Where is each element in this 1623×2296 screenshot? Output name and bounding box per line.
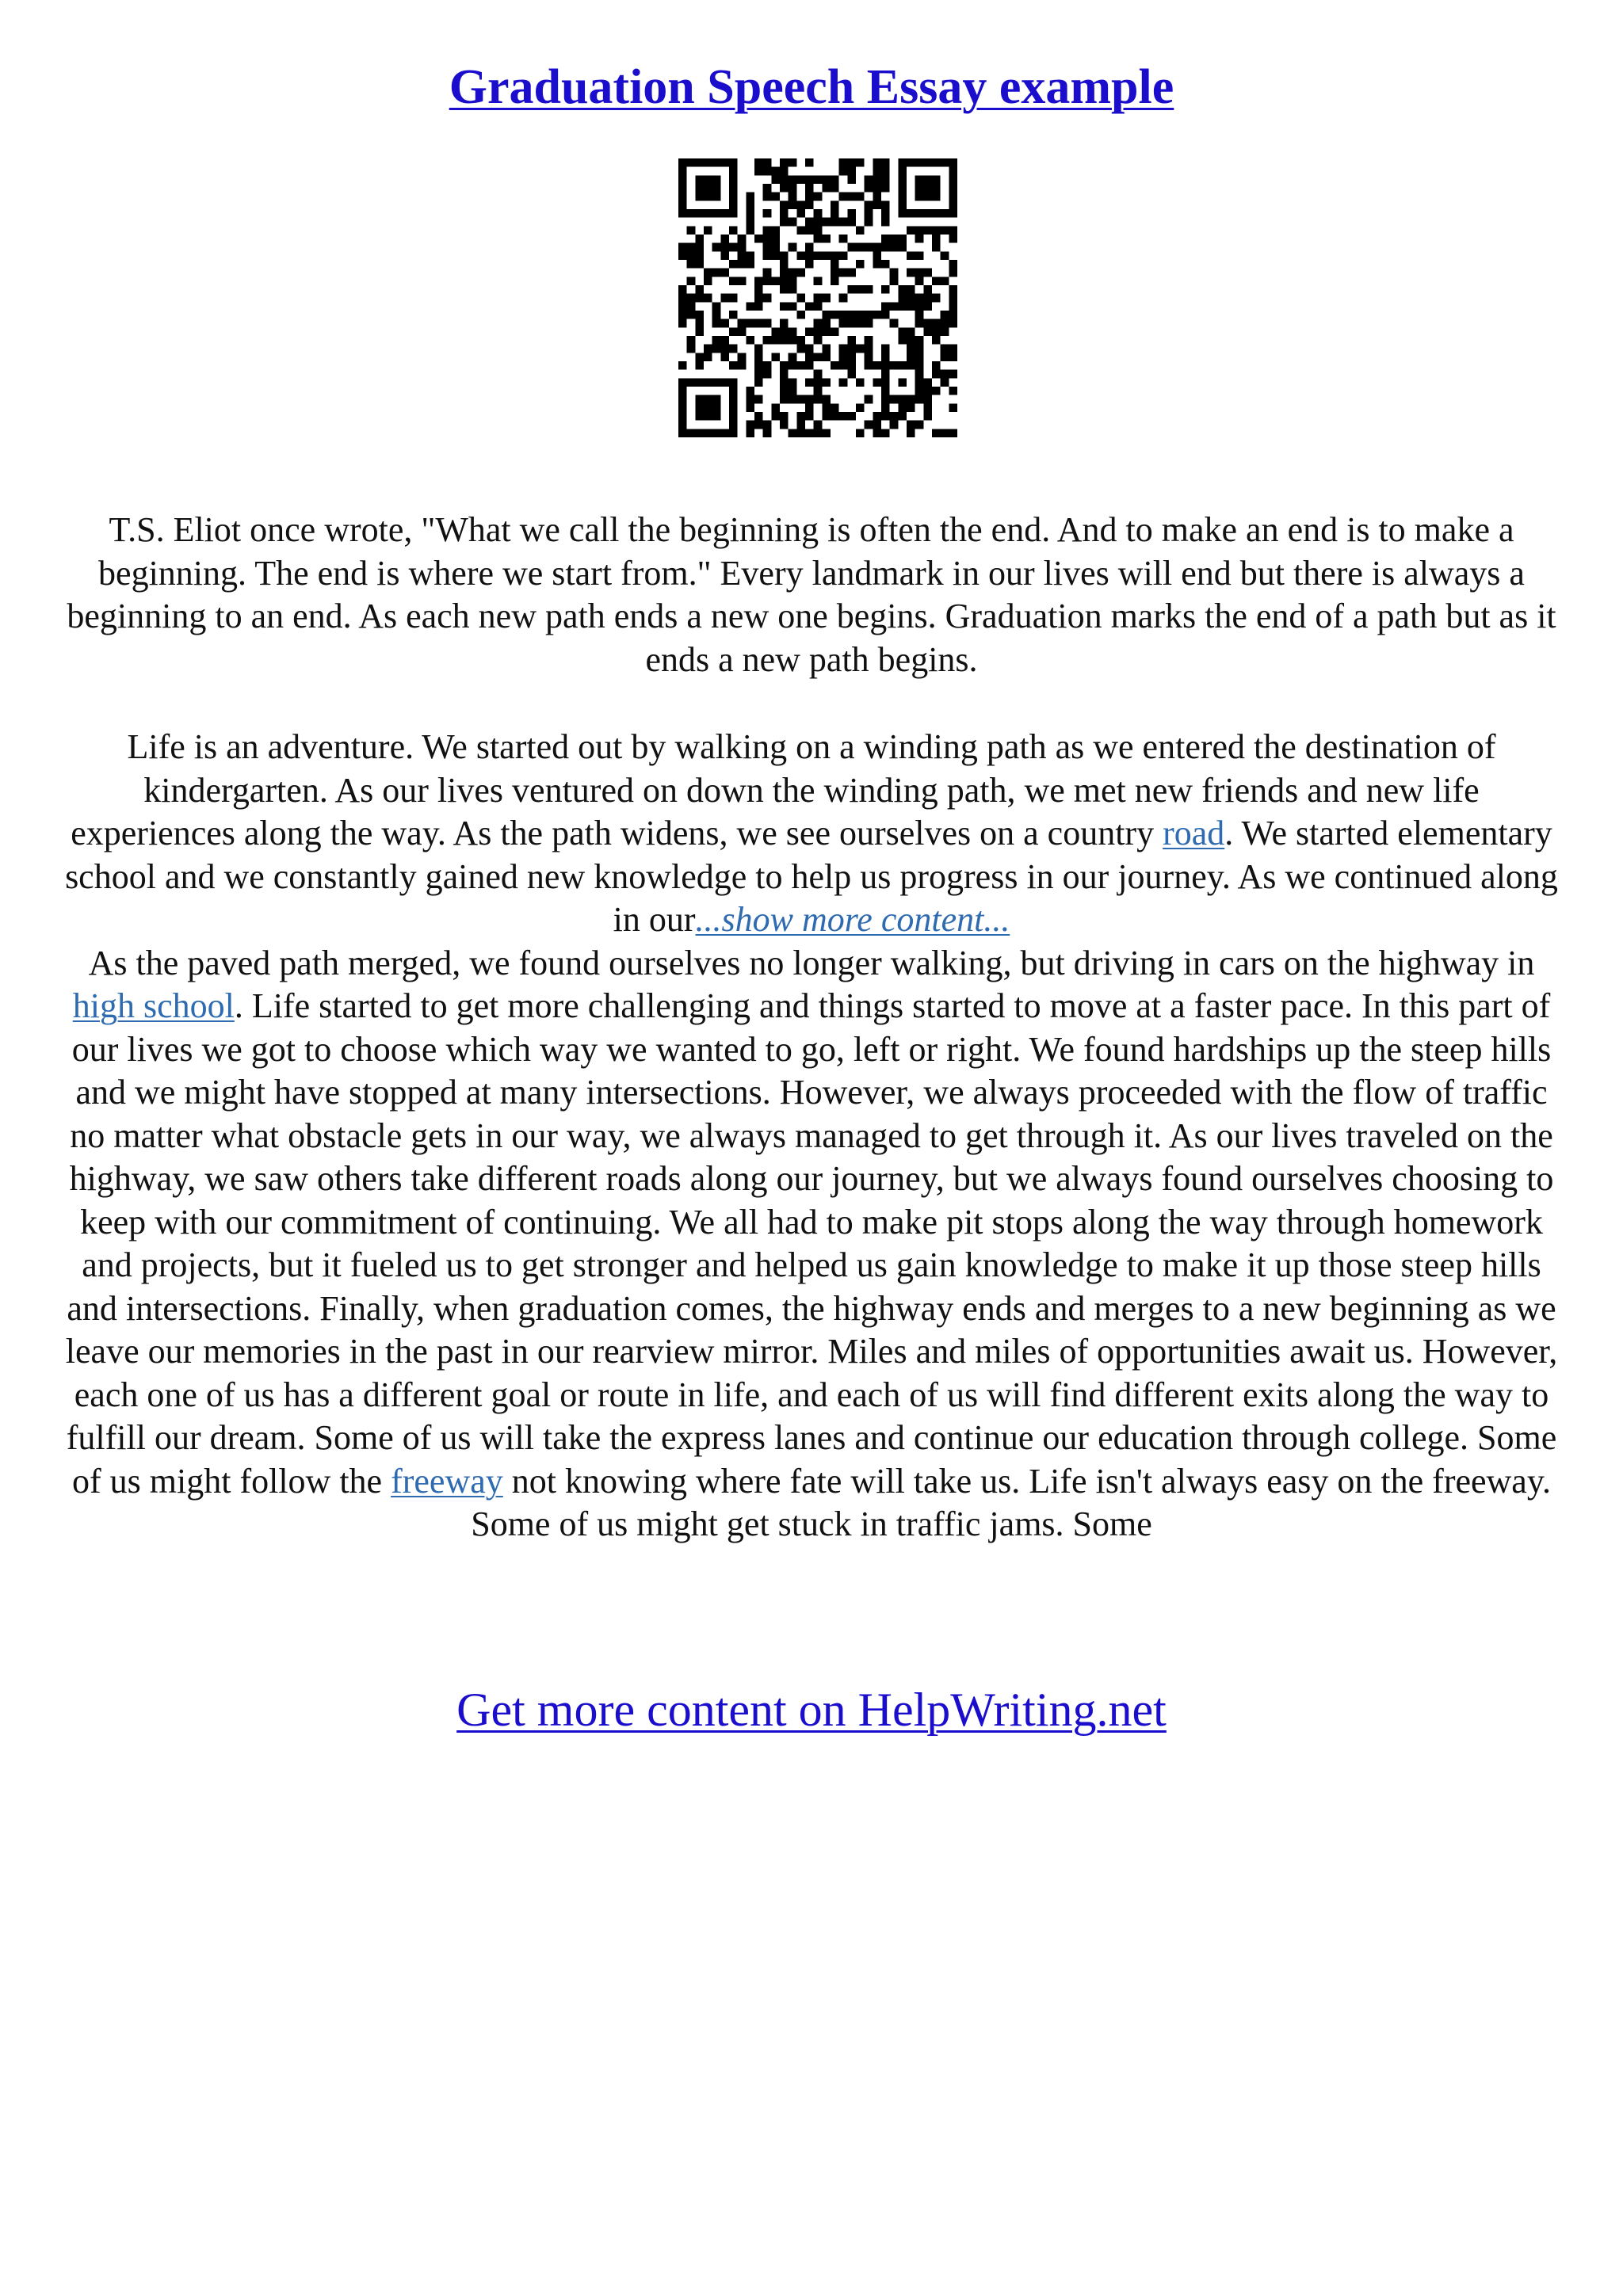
- high-school-link[interactable]: high school: [72, 986, 235, 1025]
- body-paragraph: [60, 726, 1563, 1547]
- body-text-segment: As the paved path merged, we found ourselves no longer walking, but driving in cars on the highway in: [88, 943, 1535, 982]
- intro-paragraph: T.S. Eliot once wrote, "What we call the beginning is often the end. And to make an end is to make a beginning. The end is where we start from." Every landmark in our lives will end but there is always a beginning to an end. As each new path ends a new one begins. Graduation marks the end of a path but as it ends a new path begins.: [67, 510, 1556, 679]
- footer: [0, 1680, 1623, 1740]
- body-text-segment: . Life started to get more challenging and things started to move at a faster pace. In this part of our lives we got to choose which way we wanted to go, left or right. We found hardships up the steep hills and we might have stopped at many intersections. However, we always proceeded with the flow of traffic no matter what obstacle gets in our way, we always managed to get through it. As our lives traveled on the highway, we saw others take different roads along our journey, but we always found ourselves choosing to keep with our commitment of continuing. We all had to make pit stops along the way through homework and projects, but it fueled us to get stronger and helped us gain knowledge to make it up those steep hills and intersections. Finally, when graduation comes, the highway ends and merges to a new beginning as we leave our memories in the past in our rearview mirror. Miles and miles of opportunities await us. However, each one of us has a different goal or route in life, and each of us will find different exits along the way to fulfill our dream. Some of us will take the express lanes and continue our education through college. Some of us might follow the: [65, 986, 1558, 1501]
- show-more-link[interactable]: ...show more content...: [695, 900, 1010, 939]
- road-link[interactable]: road: [1163, 814, 1225, 852]
- document-title: [0, 55, 1623, 119]
- freeway-link[interactable]: freeway: [391, 1461, 503, 1501]
- qr-code-icon: [678, 158, 957, 437]
- get-more-content-link[interactable]: Get more content on HelpWriting.net: [456, 1684, 1167, 1736]
- body-text-segment: . We started elementary school and we constantly gained new knowledge to help us progress in our journey. As we continued along in our: [65, 814, 1558, 939]
- title-link[interactable]: Graduation Speech Essay example: [449, 60, 1174, 114]
- body-text-segment: not knowing where fate will take us. Life isn't always easy on the freeway. Some of us might get stuck in traffic jams. Some: [471, 1461, 1551, 1543]
- body-text-segment: Life is an adventure. We started out by walking on a winding path as we entered the destination of kindergarten. As our lives ventured on down the winding path, we met new friends and new life experiences along the way. As the path widens, we see ourselves on a country: [71, 727, 1496, 852]
